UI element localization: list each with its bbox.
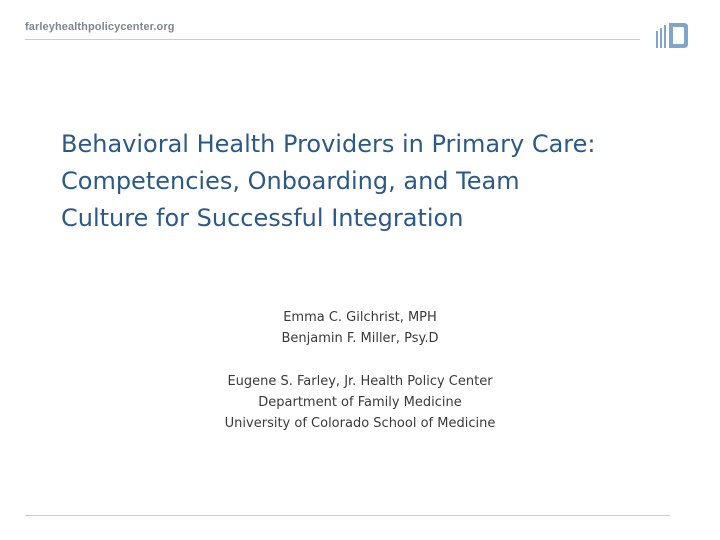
- author-name: Benjamin F. Miller, Psy.D: [281, 331, 439, 346]
- affiliation-line: Eugene S. Farley, Jr. Health Policy Center: [227, 374, 493, 389]
- title-line: Behavioral Health Providers in Primary Care:: [61, 130, 596, 158]
- site-url: farleyhealthpolicycenter.org: [25, 21, 175, 33]
- author-name: Emma C. Gilchrist, MPH: [283, 310, 437, 325]
- farley-center-logo-icon: [656, 22, 690, 50]
- affiliation-line: Department of Family Medicine: [258, 395, 462, 410]
- slide-title: [61, 126, 701, 237]
- title-line: Competencies, Onboarding, and Team: [61, 167, 520, 195]
- footer-divider: [25, 515, 670, 516]
- affiliation-line: University of Colorado School of Medicine: [224, 416, 496, 431]
- title-line: Culture for Successful Integration: [61, 204, 464, 232]
- header-divider: [25, 39, 640, 40]
- affiliation: [60, 371, 660, 434]
- authors: [60, 307, 660, 349]
